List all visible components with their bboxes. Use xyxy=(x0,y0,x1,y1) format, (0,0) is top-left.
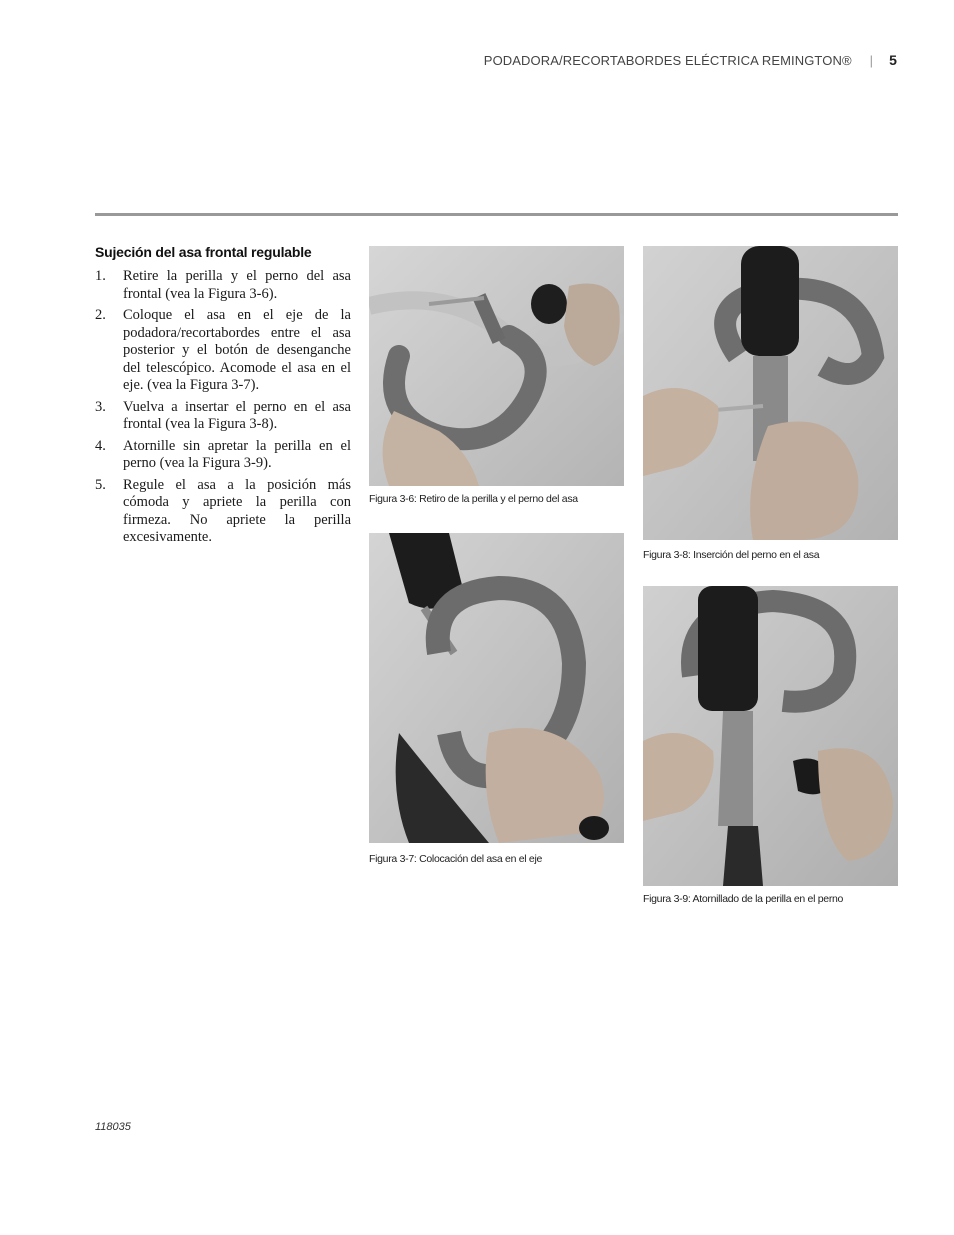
figure-3-7-caption: Figura 3-7: Colocación del asa en el eje xyxy=(369,853,543,865)
running-header xyxy=(484,52,897,68)
step-item xyxy=(95,438,351,473)
step-item xyxy=(95,399,351,434)
steps-list xyxy=(95,268,351,547)
step-number: 4. xyxy=(95,437,106,454)
step-item xyxy=(95,307,351,395)
figure-3-7-photo xyxy=(369,533,624,843)
step-text: Regule el asa a la posición más cómoda y apriete la perilla con firmeza. No apriete la perilla excesivamente. xyxy=(123,476,351,545)
step-text: Atornille sin apretar la perilla en el perno (vea la Figura 3-9). xyxy=(123,437,351,471)
step-text: Retire la perilla y el perno del asa frontal (vea la Figura 3-6). xyxy=(123,268,351,302)
step-number: 3. xyxy=(95,398,106,415)
figure-3-6-caption: Figura 3-6: Retiro de la perilla y el perno del asa xyxy=(369,493,578,505)
step-number: 1. xyxy=(95,268,106,284)
step-number: 5. xyxy=(95,476,106,493)
step-text: Vuelva a insertar el perno en el asa frontal (vea la Figura 3-8). xyxy=(123,398,351,432)
document-code: 118035 xyxy=(95,1121,131,1133)
step-number: 2. xyxy=(95,307,106,323)
section-title: Sujeción del asa frontal regulable xyxy=(95,244,312,260)
step-text: Coloque el asa en el eje de la podadora/recortabordes entre el asa posterior y el botón de desenganche del telescópico. Acomode el asa en el eje. (vea la Figura 3-7). xyxy=(123,307,351,393)
header-title: PODADORA/RECORTABORDES ELÉCTRICA REMINGTON® xyxy=(483,52,852,68)
figure-3-8-photo xyxy=(643,246,898,540)
instructions-column xyxy=(95,244,351,551)
header-separator: | xyxy=(869,52,874,68)
figure-3-8-caption: Figura 3-8: Inserción del perno en el asa xyxy=(643,549,820,561)
figure-3-9-caption: Figura 3-9: Atornillado de la perilla en el perno xyxy=(643,893,844,905)
step-item xyxy=(95,268,351,303)
step-item xyxy=(95,477,351,547)
figure-3-6-photo xyxy=(369,246,624,486)
section-divider xyxy=(95,213,898,216)
page-number: 5 xyxy=(889,52,897,68)
figure-3-9-photo xyxy=(643,586,898,886)
